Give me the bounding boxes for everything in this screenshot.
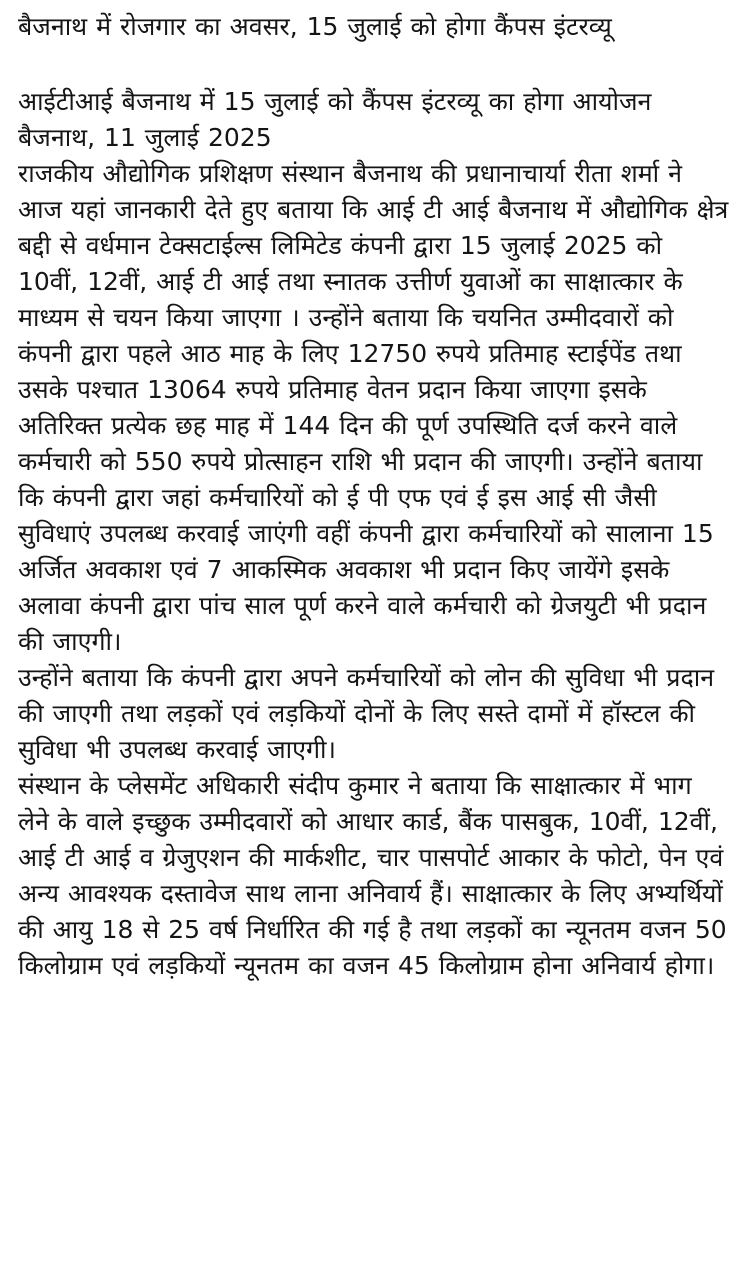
blank-line — [18, 46, 730, 84]
headline: बैजनाथ में रोजगार का अवसर, 15 जुलाई को होगा कैंपस इंटरव्यू — [18, 12, 612, 41]
article — [18, 8, 730, 984]
paragraph-1: राजकीय औद्योगिक प्रशिक्षण संस्थान बैजनाथ की प्रधानाचार्या रीता शर्मा ने आज यहां जानकारी देते हुए बताया कि आई टी आई बैजनाथ में औद्योगिक क्षेत्र बद्दी से वर्धमान टेक्सटाईल्स लिमिटेड कंपनी द्वारा 15 जुलाई 2025 को 10वीं, 12वीं, आई टी आई तथा स्नातक उत्तीर्ण युवाओं का साक्षात्कार के माध्यम से चयन किया जाएगा । उन्होंने बताया कि चयनित उम्मीदवारों को कंपनी द्वारा पहले आठ माह के लिए 12750 रुपये प्रतिमाह स्टाईपेंड तथा उसके पश्चात 13064 रुपये प्रतिमाह वेतन प्रदान किया जाएगा इसके अतिरिक्त प्रत्येक छह माह में 144 दिन की पूर्ण उपस्थिति दर्ज करने वाले कर्मचारी को 550 रुपये प्रोत्साहन राशि भी प्रदान की जाएगी। उन्होंने बताया कि कंपनी द्वारा जहां कर्मचारियों को ई पी एफ एवं ई इस आई सी जैसी सुविधाएं उपलब्ध करवाई जाएंगी वहीं कंपनी द्वारा कर्मचारियों को सालाना 15 अर्जित अवकाश एवं 7 आकस्मिक अवकाश भी प्रदान किए जायेंगे इसके अलावा कंपनी द्वारा पांच साल पूर्ण करने वाले कर्मचारी को ग्रेजयुटी भी प्रदान की जाएगी। — [18, 159, 729, 656]
subheadline: आईटीआई बैजनाथ में 15 जुलाई को कैंपस इंटरव्यू का होगा आयोजन — [18, 87, 652, 116]
paragraph-2: उन्होंने बताया कि कंपनी द्वारा अपने कर्मचारियों को लोन की सुविधा भी प्रदान की जाएगी तथा लड़कों एवं लड़कियों दोनों के लिए सस्ते दामों में हॉस्टल की सुविधा भी उपलब्ध करवाई जाएगी। — [18, 663, 715, 764]
paragraph-3: संस्थान के प्लेसमेंट अधिकारी संदीप कुमार ने बताया कि साक्षात्कार में भाग लेने के वाले इच्छुक उम्मीदवारों को आधार कार्ड, बैंक पासबुक, 10वीं, 12वीं, आई टी आई व ग्रेजुएशन की मार्कशीट, चार पासपोर्ट आकार के फोटो, पेन एवं अन्य आवश्यक दस्तावेज साथ लाना अनिवार्य हैं। साक्षात्कार के लिए अभ्यर्थियों की आयु 18 से 25 वर्ष निर्धारित की गई है तथा लड़कों का न्यूनतम वजन 50 किलोग्राम एवं लड़कियों न्यूनतम का वजन 45 किलोग्राम होना अनिवार्य होगा। — [18, 771, 727, 980]
dateline: बैजनाथ, 11 जुलाई 2025 — [18, 123, 272, 152]
